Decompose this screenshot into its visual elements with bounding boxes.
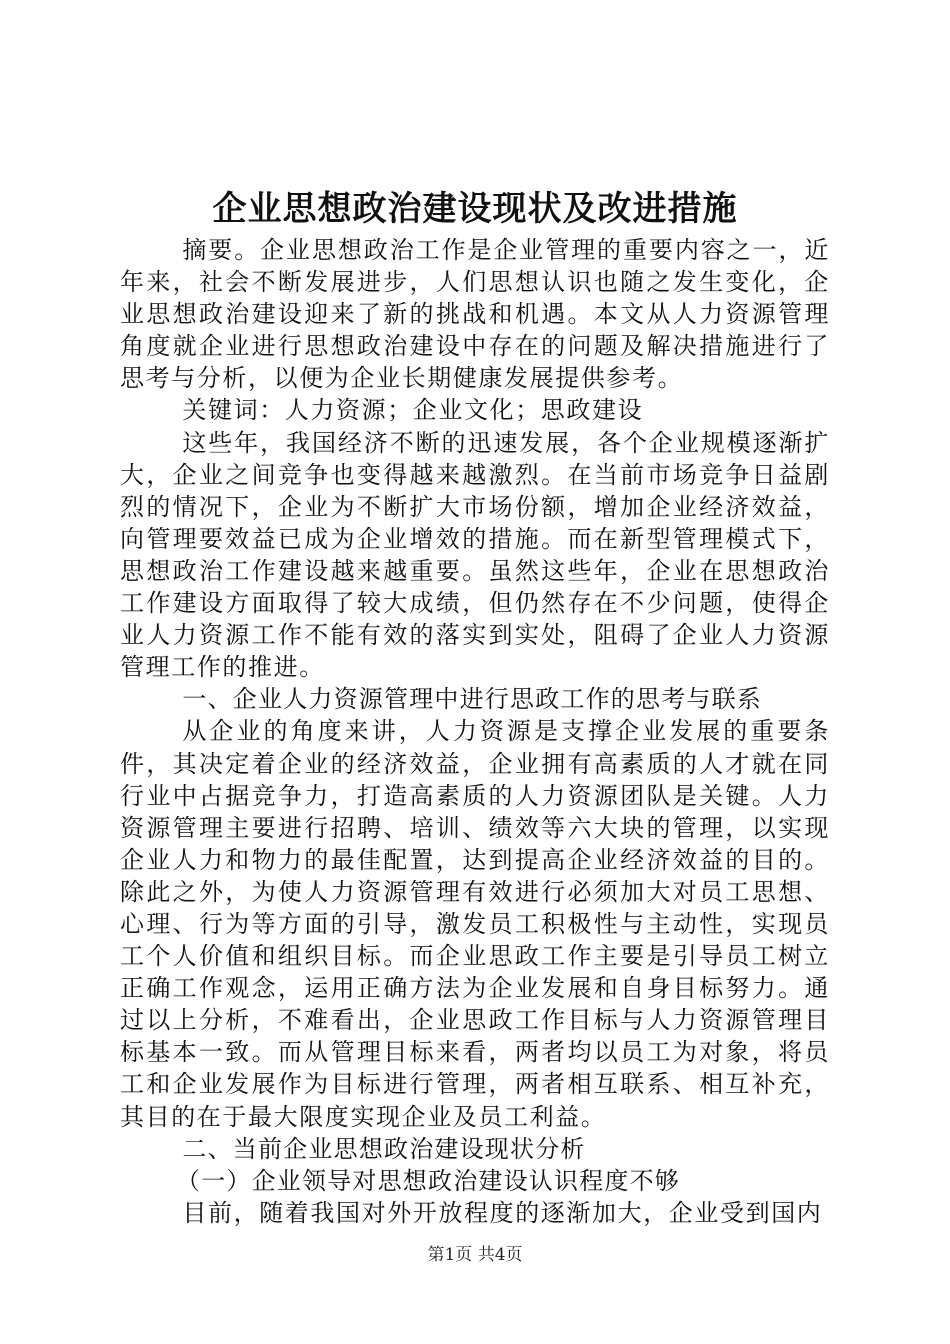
keywords-paragraph: 关键词：人力资源；企业文化；思政建设 (182, 396, 644, 425)
intro-paragraph: 这些年，我国经济不断的迅速发展，各个企业规模逐渐扩大，企业之间竞争也变得越来越激烈。在当前市场竞争日益剧烈的情况下，企业为不断扩大市场份额，增加企业经济效益，向管理要效益已成为企业增效的措施。而在新型管理模式下，思想政治工作建设越来越重要。虽然这些年，企业在思想政治工作建设方面取得了较大成绩，但仍然存在不少问题，使得企业人力资源工作不能有效的落实到实处，阻碍了企业人力资源管理工作的推进。 (120, 428, 830, 682)
section-heading-2: 二、当前企业思想政治建设现状分析 (182, 1134, 586, 1163)
document-body (120, 234, 830, 1229)
page-footer: 第1页 共4页 (427, 1245, 523, 1265)
subsection-1-paragraph: 目前，随着我国对外开放程度的逐渐加大，企业受到国内 (182, 1198, 823, 1227)
subsection-heading-1: （一）企业领导对思想政治建设认识程度不够 (176, 1166, 680, 1195)
section-1-paragraph: 从企业的角度来讲，人力资源是支撑企业发展的重要条件，其决定着企业的经济效益，企业拥有高素质的人才就在同行业中占据竞争力，打造高素质的人力资源团队是关键。人力资源管理主要进行招聘、培训、绩效等六大块的管理，以实现企业人力和物力的最佳配置，达到提高企业经济效益的目的。除此之外，为使人力资源管理有效进行必须加大对员工思想、心理、行为等方面的引导，激发员工积极性与主动性，实现员工个人价值和组织目标。而企业思政工作主要是引导员工树立正确工作观念，运用正确方法为企业发展和自身目标努力。通过以上分析，不难看出，企业思政工作目标与人力资源管理目标基本一致。而从管理目标来看，两者均以员工为对象，将员工和企业发展作为目标进行管理，两者相互联系、相互补充，其目的在于最大限度实现企业及员工利益。 (120, 717, 830, 1131)
abstract-paragraph: 摘要。企业思想政治工作是企业管理的重要内容之一，近年来，社会不断发展进步，人们思想认识也随之发生变化，企业思想政治建设迎来了新的挑战和机遇。本文从人力资源管理角度就企业进行思想政治建设中存在的问题及解决措施进行了思考与分析，以便为企业长期健康发展提供参考。 (120, 236, 830, 393)
document-title: 企业思想政治建设现状及改进措施 (212, 189, 738, 229)
section-heading-1: 一、企业人力资源管理中进行思政工作的思考与联系 (182, 685, 762, 714)
